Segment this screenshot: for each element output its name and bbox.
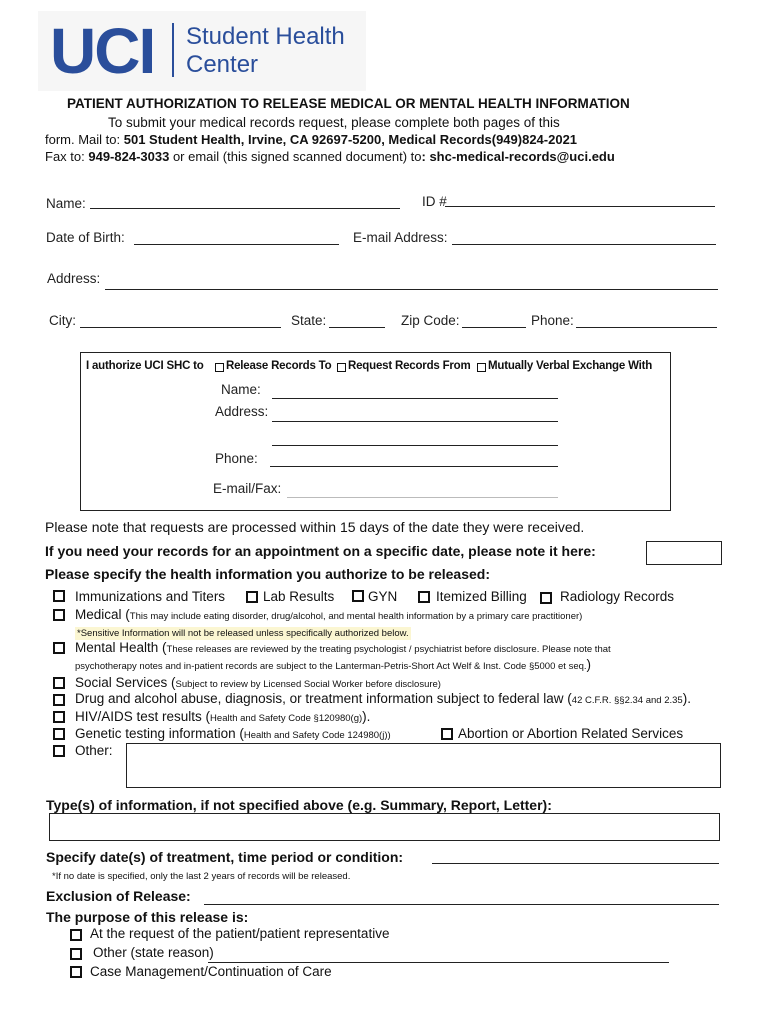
medical-label <box>75 607 582 622</box>
drug-alcohol-label-main: Drug and alcohol abuse, diagnosis, or treatment information subject to federal law ( <box>75 691 572 706</box>
city-field[interactable] <box>80 327 281 328</box>
hiv-aids-label-main: HIV/AIDS test results ( <box>75 709 211 724</box>
state-field[interactable] <box>329 327 385 328</box>
email-field[interactable] <box>452 244 716 245</box>
itemized-billing-checkbox[interactable] <box>418 591 430 603</box>
abortion-checkbox[interactable] <box>441 728 453 740</box>
purpose-other-checkbox[interactable] <box>70 948 82 960</box>
radiology-label: Radiology Records <box>560 589 675 604</box>
hiv-aids-label <box>75 709 370 724</box>
dates-label: Specify date(s) of treatment, time period or condition: <box>46 849 404 865</box>
genetic-testing-label <box>75 726 391 741</box>
medical-label-main: Medical ( <box>75 607 130 622</box>
header-line1: To submit your medical records request, please complete both pages of this <box>108 115 560 130</box>
recipient-emailfax-label: E-mail/Fax: <box>213 481 282 496</box>
city-label: City: <box>49 313 76 328</box>
purpose-label: The purpose of this release is: <box>46 909 249 925</box>
social-services-checkbox[interactable] <box>53 677 65 689</box>
purpose-case-management-checkbox[interactable] <box>70 966 82 978</box>
lab-results-checkbox[interactable] <box>246 591 258 603</box>
hiv-aids-close: ). <box>362 709 371 724</box>
mutual-exchange-checkbox[interactable] <box>477 363 486 372</box>
abortion-label: Abortion or Abortion Related Services <box>458 726 684 741</box>
appointment-date-field[interactable] <box>646 541 722 565</box>
recipient-name-label: Name: <box>221 382 261 397</box>
drug-alcohol-close: ). <box>682 691 691 706</box>
fax-prefix: Fax to: <box>45 149 89 164</box>
social-services-label <box>75 675 441 690</box>
dates-field[interactable] <box>432 863 719 864</box>
exclusion-field[interactable] <box>204 904 719 905</box>
email-address: : shc-medical-records@uci.edu <box>421 149 615 164</box>
mental-health-line2 <box>75 657 591 672</box>
id-field[interactable] <box>445 206 715 207</box>
mental-health-label-detail2: psychotherapy notes and in-patient records are subject to the Lanterman-Petris-Short Act Welf & Inst. Code §5000 et seq. <box>75 661 587 672</box>
mutual-exchange-label: Mutually Verbal Exchange With <box>488 360 653 372</box>
request-records-from-label: Request Records From <box>348 360 471 372</box>
mental-health-checkbox[interactable] <box>53 642 65 654</box>
social-services-label-main: Social Services ( <box>75 675 176 690</box>
immunizations-checkbox[interactable] <box>53 590 65 602</box>
purpose-patient-request-label: At the request of the patient/patient representative <box>90 926 390 941</box>
processing-note: Please note that requests are processed within 15 days of the date they were received. <box>45 519 585 535</box>
types-label: Type(s) of information, if not specified above (e.g. Summary, Report, Letter): <box>46 797 552 813</box>
release-records-to-checkbox[interactable] <box>215 363 224 372</box>
zip-label: Zip Code: <box>401 313 460 328</box>
lab-results-label: Lab Results <box>263 589 335 604</box>
phone-label: Phone: <box>531 313 574 328</box>
dates-note: *If no date is specified, only the last 2 years of records will be released. <box>52 871 351 882</box>
purpose-case-management-label: Case Management/Continuation of Care <box>90 964 332 979</box>
genetic-testing-label-detail: Health and Safety Code 124980(j)) <box>243 730 391 741</box>
recipient-emailfax-field[interactable] <box>287 497 558 498</box>
specify-info-heading: Please specify the health information you authorize to be released: <box>45 566 490 582</box>
exclusion-label: Exclusion of Release: <box>46 888 191 904</box>
email-instruction: or email (this signed scanned document) to <box>169 149 422 164</box>
purpose-patient-request-checkbox[interactable] <box>70 929 82 941</box>
recipient-address-field-2[interactable] <box>272 445 558 446</box>
drug-alcohol-label-detail: 42 C.F.R. §§2.34 and 2.35 <box>571 695 683 706</box>
authorize-prefix: I authorize UCI SHC to <box>86 360 204 372</box>
name-field[interactable] <box>90 208 400 209</box>
sensitive-info-note: *Sensitive Information will not be released unless specifically authorized below. <box>77 628 409 639</box>
itemized-billing-label: Itemized Billing <box>436 589 527 604</box>
mail-prefix: form. Mail to: <box>45 132 124 147</box>
logo-divider <box>172 23 174 77</box>
other-info-field[interactable] <box>126 743 721 788</box>
header-line3 <box>45 149 615 164</box>
phone-field[interactable] <box>576 327 717 328</box>
mental-health-label <box>75 640 611 655</box>
hiv-aids-label-detail: Health and Safety Code §120980(g) <box>210 713 363 724</box>
dob-field[interactable] <box>134 244 339 245</box>
release-records-to-label: Release Records To <box>226 360 332 372</box>
id-label: ID # <box>422 194 447 209</box>
state-label: State: <box>291 313 327 328</box>
zip-field[interactable] <box>462 327 526 328</box>
immunizations-label: Immunizations and Titers <box>75 589 226 604</box>
gyn-label: GYN <box>368 589 398 604</box>
medical-label-detail: This may include eating disorder, drug/alcohol, and mental health information by a primary care practitioner) <box>129 611 583 622</box>
email-label: E-mail Address: <box>353 230 448 245</box>
purpose-other-label: Other (state reason) <box>93 945 214 960</box>
drug-alcohol-checkbox[interactable] <box>53 694 65 706</box>
other-info-checkbox[interactable] <box>53 745 65 757</box>
recipient-address-field-1[interactable] <box>272 421 558 422</box>
fax-number: 949-824-3033 <box>88 149 170 164</box>
authorization-box <box>80 352 671 511</box>
medical-checkbox[interactable] <box>53 609 65 621</box>
name-label: Name: <box>46 196 86 211</box>
mental-health-label-detail1: These releases are reviewed by the treating psychologist / psychiatrist before disclosure. Please note that <box>166 644 611 655</box>
dob-label: Date of Birth: <box>46 230 125 245</box>
genetic-testing-checkbox[interactable] <box>53 728 65 740</box>
gyn-checkbox[interactable] <box>352 590 364 602</box>
header-line2 <box>45 132 577 147</box>
other-info-label: Other: <box>75 743 113 758</box>
recipient-phone-field[interactable] <box>270 466 558 467</box>
radiology-checkbox[interactable] <box>540 592 552 604</box>
address-label: Address: <box>47 271 101 286</box>
appointment-note: If you need your records for an appointment on a specific date, please note it here: <box>45 543 596 559</box>
purpose-other-reason-field[interactable] <box>208 962 669 963</box>
logo-uci-text: UCI <box>50 15 155 87</box>
hiv-aids-checkbox[interactable] <box>53 711 65 723</box>
logo-line2: Center <box>186 51 259 78</box>
mental-health-label-main: Mental Health ( <box>75 640 167 655</box>
mail-address: 501 Student Health, Irvine, CA 92697-5200, Medical Records(949)824-2021 <box>123 132 578 147</box>
address-field[interactable] <box>105 289 718 290</box>
recipient-address-label: Address: <box>215 404 269 419</box>
recipient-phone-label: Phone: <box>215 451 258 466</box>
recipient-name-field[interactable] <box>272 398 558 399</box>
social-services-label-detail: Subject to review by Licensed Social Worker before disclosure) <box>175 679 441 690</box>
logo-line1: Student Health <box>186 23 345 50</box>
request-records-from-checkbox[interactable] <box>337 363 346 372</box>
logo <box>38 11 366 91</box>
genetic-testing-label-main: Genetic testing information ( <box>75 726 244 741</box>
mental-health-close: ) <box>586 657 592 672</box>
types-field[interactable] <box>49 813 720 841</box>
form-title: PATIENT AUTHORIZATION TO RELEASE MEDICAL OR MENTAL HEALTH INFORMATION <box>67 96 630 111</box>
drug-alcohol-label <box>75 691 691 706</box>
